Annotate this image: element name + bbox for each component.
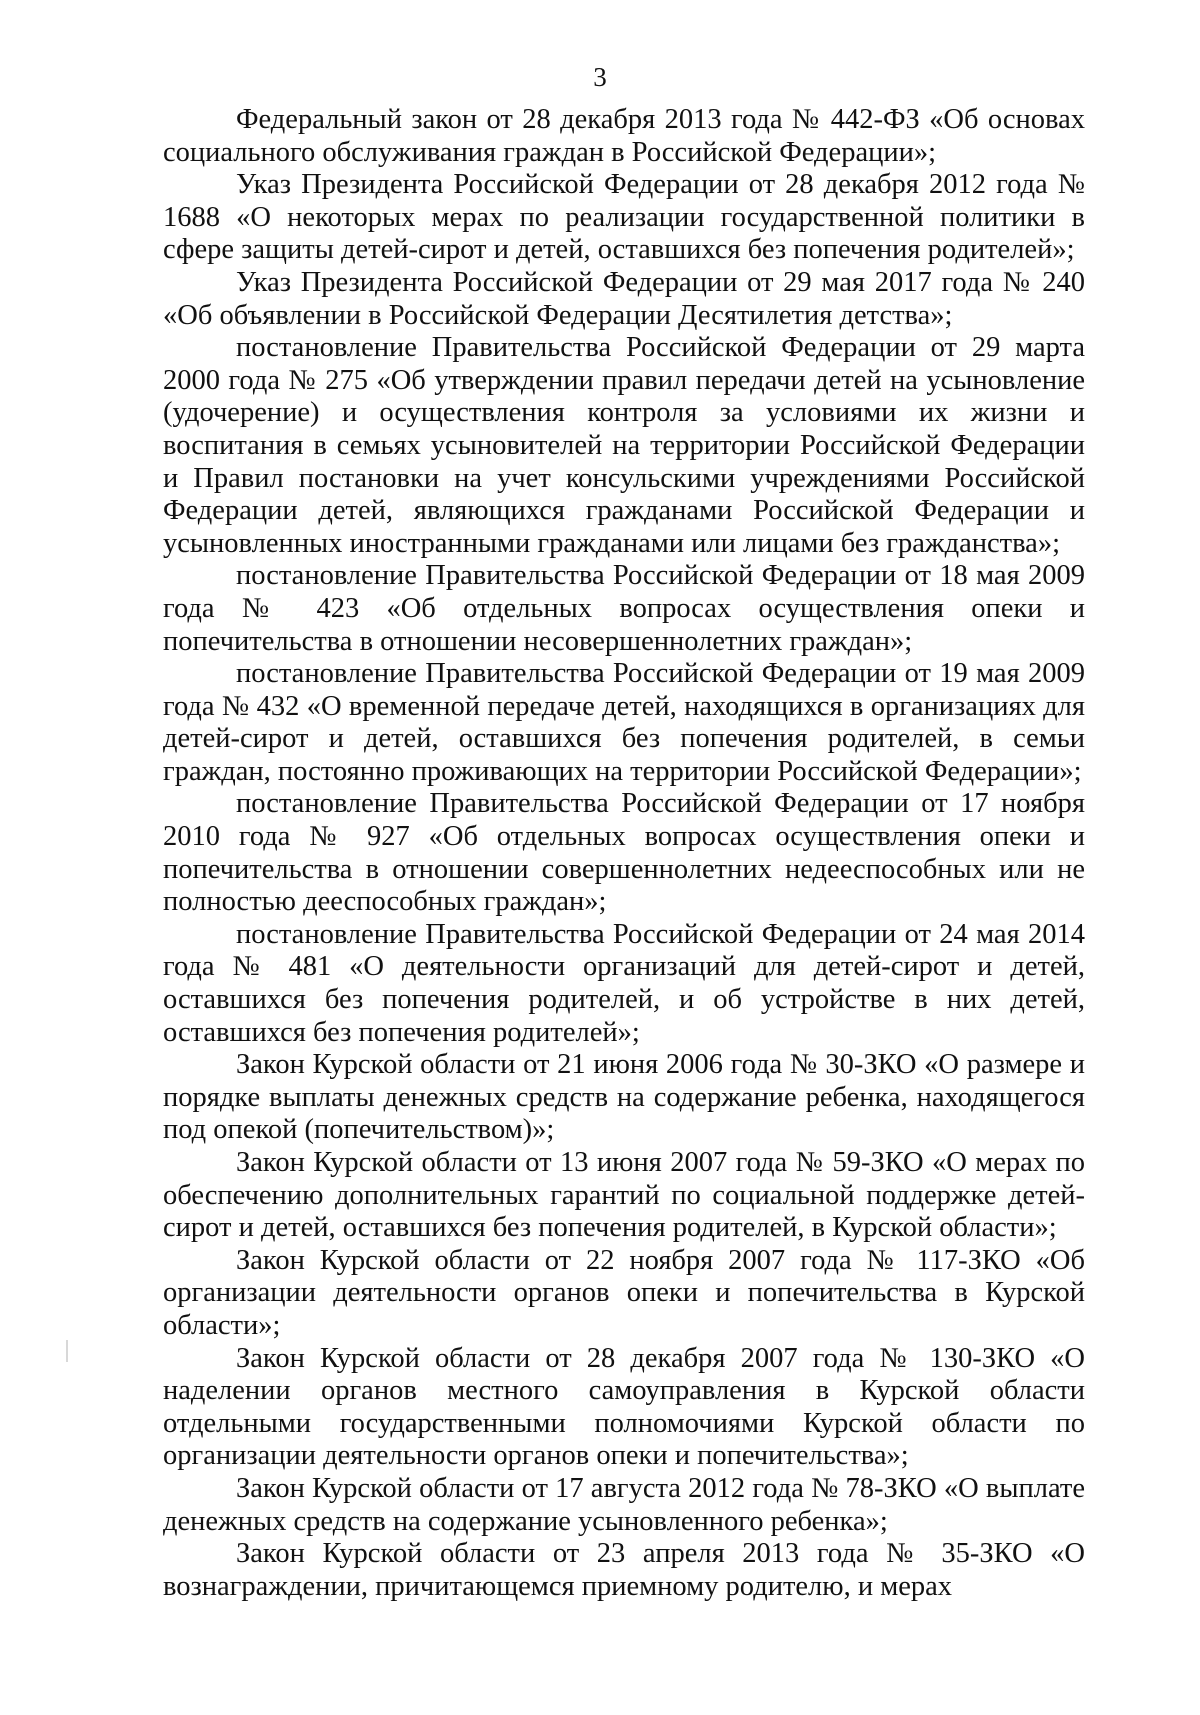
paragraph-kursk-law-59: Закон Курской области от 13 июня 2007 года № 59-ЗКО «О мерах по обеспечению дополнительных гарантий по социальной поддержке детей-сирот и детей, оставшихся без попечения родителей, в Курской области»; <box>163 1147 1085 1244</box>
paragraph-kursk-law-35: Закон Курской области от 23 апреля 2013 года № 35-ЗКО «О вознаграждении, причитающемся приемному родителю, и мерах <box>163 1538 1085 1602</box>
paragraph-decree-1688: Указ Президента Российской Федерации от 28 декабря 2012 года № 1688 «О некоторых мерах по реализации государственной политики в сфере защиты детей-сирот и детей, оставшихся без попечения родителей»; <box>163 169 1085 266</box>
paragraph-federal-law-442: Федеральный закон от 28 декабря 2013 года № 442-ФЗ «Об основах социального обслуживания граждан в Российской Федерации»; <box>163 104 1085 168</box>
paragraph-resolution-423: постановление Правительства Российской Федерации от 18 мая 2009 года № 423 «Об отдельных вопросах осуществления опеки и попечительства в отношении несовершеннолетних граждан»; <box>163 560 1085 657</box>
paragraph-kursk-law-78: Закон Курской области от 17 августа 2012 года № 78-ЗКО «О выплате денежных средств на содержание усыновленного ребенка»; <box>163 1472 1085 1537</box>
page-number: 3 <box>593 62 607 92</box>
paragraph-kursk-law-30: Закон Курской области от 21 июня 2006 года № 30-ЗКО «О размере и порядке выплаты денежных средств на содержание ребенка, находящегося под опекой (попечительством)»; <box>163 1049 1085 1146</box>
paragraph-resolution-275: постановление Правительства Российской Федерации от 29 марта 2000 года № 275 «Об утверждении правил передачи детей на усыновление (удочерение) и осуществления контроля за условиями их жизни и воспитания в семьях усыновителей на территории Российской Федерации и Правил постановки на учет консульскими учреждениями Российской Федерации детей, являющихся гражданами Российской Федерации и усыновленных иностранными гражданами или лицами без гражданства»; <box>163 332 1085 559</box>
paragraph-decree-240: Указ Президента Российской Федерации от 29 мая 2017 года № 240 «Об объявлении в Российской Федерации Десятилетия детства»; <box>163 266 1085 331</box>
paragraph-resolution-481: постановление Правительства Российской Федерации от 24 мая 2014 года № 481 «О деятельности организаций для детей-сирот и детей, оставшихся без попечения родителей, и об устройстве в них детей, оставшихся без попечения родителей»; <box>163 918 1085 1048</box>
paragraph-resolution-432: постановление Правительства Российской Федерации от 19 мая 2009 года № 432 «О временной передаче детей, находящихся в организациях для детей-сирот и детей, оставшихся без попечения родителей, в семьи граждан, постоянно проживающих на территории Российской Федерации»; <box>163 658 1085 787</box>
scan-artifact <box>66 1340 68 1362</box>
paragraph-resolution-927: постановление Правительства Российской Федерации от 17 ноября 2010 года № 927 «Об отдельных вопросах осуществления опеки и попечительства в отношении совершеннолетних недееспособных или не полностью дееспособных граждан»; <box>163 788 1085 918</box>
document-body <box>163 104 1085 1603</box>
paragraph-kursk-law-117: Закон Курской области от 22 ноября 2007 года № 117-ЗКО «Об организации деятельности органов опеки и попечительства в Курской области»; <box>163 1244 1085 1341</box>
paragraph-kursk-law-130: Закон Курской области от 28 декабря 2007 года № 130-ЗКО «О наделении органов местного самоуправления в Курской области отдельными государственными полномочиями Курской области по организации деятельности органов опеки и попечительства»; <box>163 1342 1085 1472</box>
